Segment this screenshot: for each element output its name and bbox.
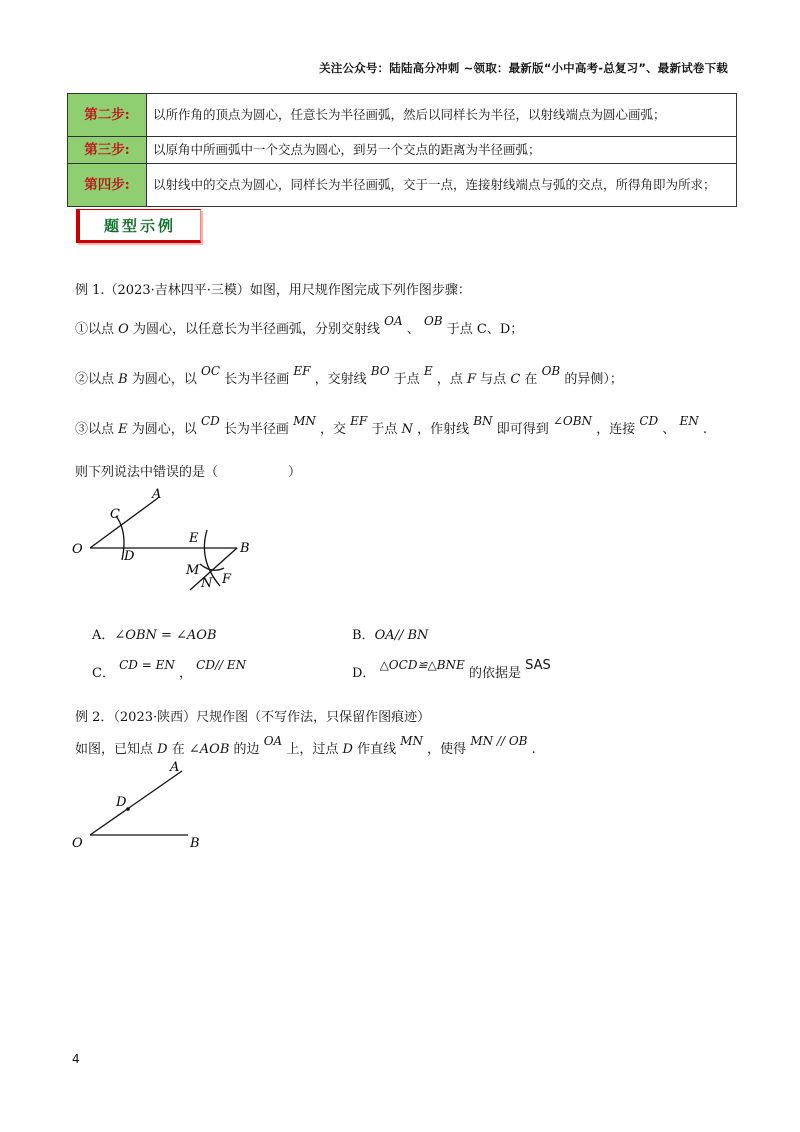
label-b: B [240,541,250,556]
math: MN // OB [470,734,528,748]
text: 在 [171,742,185,757]
option-b [352,624,428,643]
math: ∠OBN [552,414,593,428]
section-banner: 题型示例 [76,209,201,243]
example1-intro: 例 1.（2023·吉林四平·三模）如图，用尺规作图完成下列作图步骤： [75,283,471,298]
text: 于点 [371,422,398,437]
math: EN [679,414,699,428]
label-d: D [124,549,135,564]
math: E [118,422,128,437]
text: ，点 [436,372,463,387]
text: ，交射线 [314,372,367,387]
text: ，连接 [596,422,636,437]
text: 于点 C、D； [446,322,524,337]
option-d [352,658,551,681]
example2-intro: 例 2．（2023·陕西）尺规作图（不写作法，只保留作图痕迹） [75,710,431,725]
text: 为圆心，以任意长为半径画弧，分别交射线 [132,322,380,337]
text: 即可得到 [496,422,549,437]
math: D [342,742,353,757]
text: ，使得 [427,742,467,757]
text: 则下列说法中错误的是（ [75,465,219,480]
ray-oa [90,771,182,835]
table-row [68,137,737,164]
label-c: C [110,507,120,522]
option-label: A． [92,628,115,643]
label-e: E [189,531,199,546]
option-a [92,624,217,643]
math: OA [263,734,283,748]
math: ∠AOB [188,742,230,757]
label-d: D [116,795,127,810]
example1-question [75,461,301,480]
text: 长为半径画 [224,372,290,387]
text: 为圆心，以 [131,422,197,437]
text: SAS [525,658,551,673]
math: OC [201,364,221,378]
option-label: B． [352,628,375,643]
page-header: 关注公众号：陆陆高分冲刺 ~领取：最新版“小中高考-总复习”、最新试卷下载 [319,61,728,75]
label-n: N [201,576,213,591]
example1-step3 [75,414,708,437]
example1-step1 [75,314,524,337]
text: ， [178,666,192,681]
point-d [126,807,130,811]
math: ∠OBN = ∠AOB [114,628,217,643]
math: F [466,372,477,387]
step-name: 第二步: [68,94,147,137]
example1-figure [60,480,280,600]
text: 的边 [233,742,260,757]
math: D [157,742,168,757]
table-row [68,164,737,207]
label-a: A [152,487,162,502]
step-text: 以所作角的顶点为圆心，任意长为半径画弧，然后以同样长为半径，以射线端点为圆心画弧； [147,94,737,137]
math: OA [384,314,403,328]
option-label: C． [92,666,115,681]
text: 在 [524,372,538,387]
text: 的依据是 [468,666,521,681]
label-o: O [72,836,83,851]
text: ②以点 [75,372,115,387]
text: 上，过点 [286,742,339,757]
example2-figure [60,755,220,855]
text: ，交 [320,422,347,437]
example1-step2 [75,364,623,387]
table-row [68,94,737,137]
text: 为圆心，以 [131,372,197,387]
math: EF [293,364,311,378]
step-text: 以射线中的交点为圆心，同样长为半径画弧，交于一点，连接射线端点与弧的交点，所得角即为所求； [147,164,737,207]
math: MN [293,414,316,428]
page-number: 4 [72,1052,80,1066]
math: B [118,372,128,387]
text: ①以点 [75,322,115,337]
math: CD = EN [119,658,175,672]
math: O [118,322,129,337]
text: 长为半径画 [223,422,289,437]
math: EF [350,414,368,428]
arc-mn [200,564,224,570]
math: E [423,364,433,378]
step-name: 第三步: [68,137,147,164]
label-o: O [72,542,83,557]
text: ） [288,465,302,480]
math: OA// BN [374,628,429,643]
text: 于点 [393,372,420,387]
math: BN [473,414,493,428]
text: 、 [662,422,676,437]
math: CD [639,414,659,428]
math: CD [200,414,220,428]
label-f: F [222,572,232,587]
math: OB [541,364,561,378]
arc-cd [116,516,124,560]
math: △OCD≌△BNE [379,658,465,672]
text: ，作射线 [417,422,470,437]
text: . [531,742,536,757]
steps-table [67,93,737,207]
math: BO [370,364,390,378]
option-c [92,658,247,681]
math: N [401,422,413,437]
math: CD// EN [196,658,247,672]
text: 的异侧）； [564,372,623,387]
text: 、 [406,322,420,337]
step-name: 第四步: [68,164,147,207]
text: . [702,422,708,437]
text: ③以点 [75,422,115,437]
math: OB [423,314,443,328]
label-m: M [186,563,200,578]
math: C [510,372,521,387]
text: 作直线 [357,742,397,757]
text: 如图，已知点 [75,742,154,757]
step-text: 以原角中所画弧中一个交点为圆心，到另一个交点的距离为半径画弧； [147,137,737,164]
option-label: D． [352,666,376,681]
math: MN [400,734,424,748]
text: 与点 [480,372,507,387]
label-b: B [190,836,200,851]
label-a: A [170,760,180,775]
